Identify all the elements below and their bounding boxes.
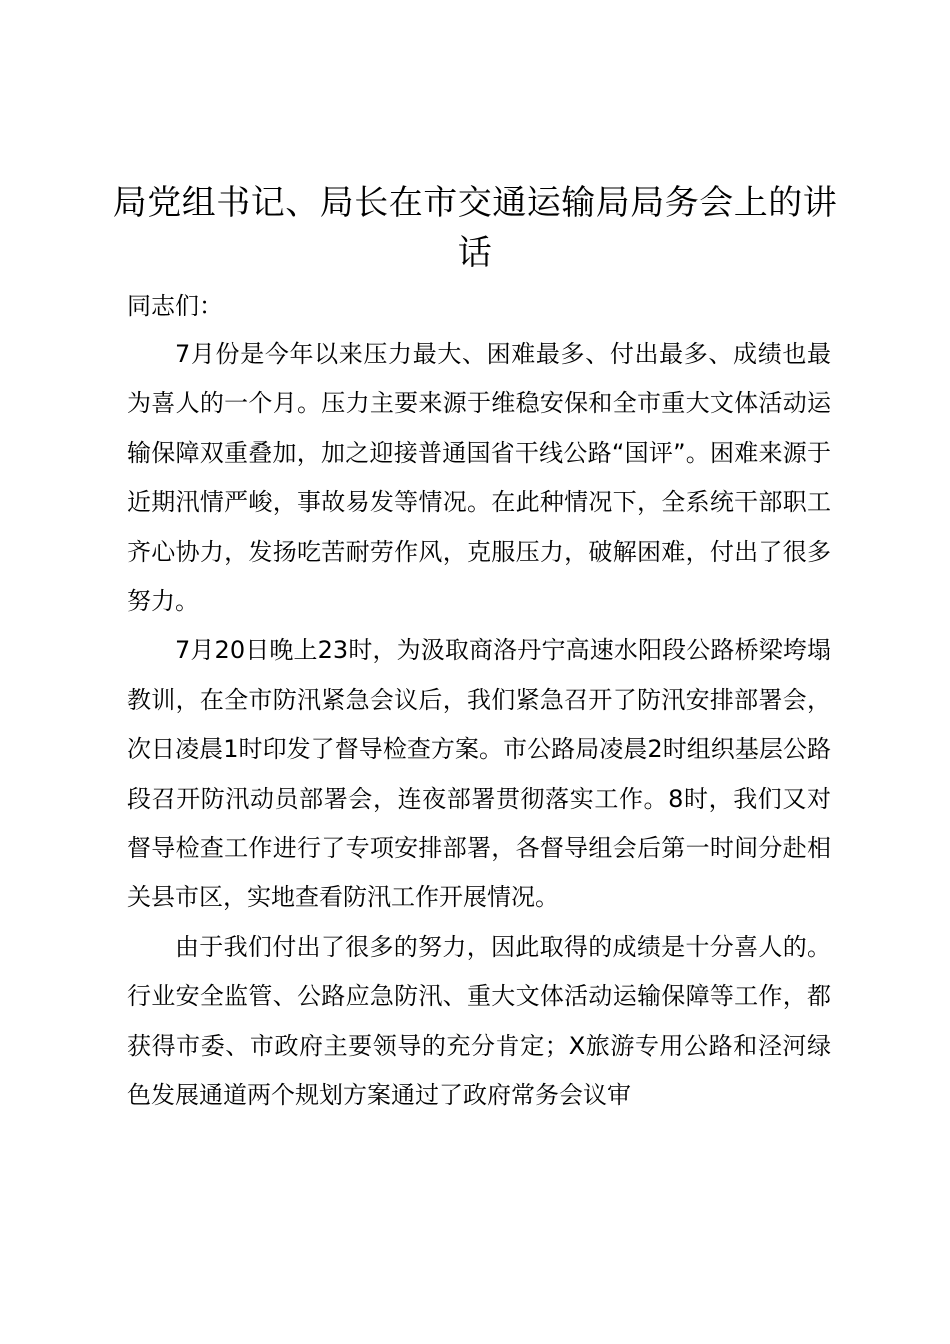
paragraph-1: 7月份是今年以来压力最大、困难最多、付出最多、成绩也最为喜人的一个月。压力主要来源于维稳安保和全市重大文体活动运输保障双重叠加，加之迎接普通国省干线公路“国评”。困难来源于近期汛情严峻，事故易发等情况。在此种情况下，全系统干部职工齐心协力，发扬吃苦耐劳作风，克服压力，破解困难，付出了很多努力。 — [127, 340, 831, 616]
paragraph-3: 由于我们付出了很多的努力，因此取得的成绩是十分喜人的。行业安全监管、公路应急防汛、重大文体活动运输保障等工作，都获得市委、市政府主要领导的充分肯定；X旅游专用公路和泾河绿色发展通道两个规划方案通过了政府常务会议审 — [127, 932, 831, 1110]
salutation: 同志们： — [127, 292, 223, 320]
document-title: 局党组书记、局长在市交通运输局局务会上的讲话 — [112, 183, 838, 273]
document-body — [127, 282, 831, 1121]
paragraph-2: 7月20日晚上23时，为汲取商洛丹宁高速水阳段公路桥梁垮塌教训，在全市防汛紧急会议后，我们紧急召开了防汛安排部署会，次日凌晨1时印发了督导检查方案。市公路局凌晨2时组织基层公路段召开防汛动员部署会，连夜部署贯彻落实工作。8时，我们又对督导检查工作进行了专项安排部署，各督导组会后第一时间分赴相关县市区，实地查看防汛工作开展情况。 — [127, 636, 831, 912]
